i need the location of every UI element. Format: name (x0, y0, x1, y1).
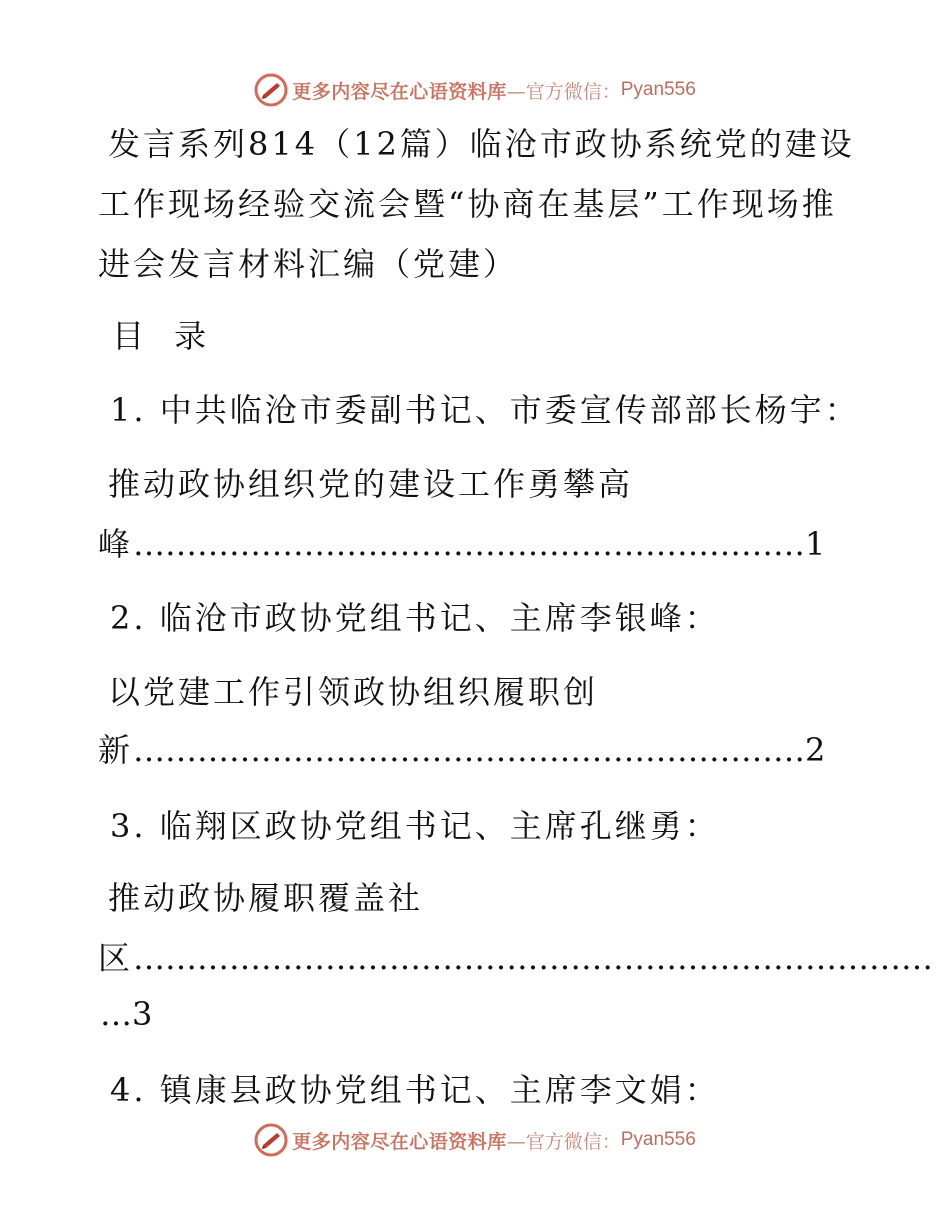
toc-entry-2-leader-line (98, 730, 950, 770)
toc-dot-leader: ………………………………………………………………… (133, 939, 934, 977)
toc-entry-3-page-line (100, 994, 950, 1034)
toc-entry-speaker: 临沧市政协党组书记、主席李银峰： (159, 599, 720, 637)
watermark-separator: —官方微信： (506, 1130, 621, 1153)
toc-dot-leader-continued: … (100, 995, 132, 1033)
toc-entry-2-topic: 以党建工作引领政协组织履职创 (108, 673, 599, 711)
toc-entry-topic-end: 区 (98, 939, 134, 977)
document-title-line-3: 进会发言材料汇编（党建） (98, 245, 519, 283)
watermark-banner-top (0, 70, 950, 110)
toc-entry-topic-end: 新 (98, 731, 134, 769)
watermark-banner-bottom (0, 1120, 950, 1160)
book-pen-logo-icon (254, 1123, 288, 1157)
toc-entry-number: 2. (110, 599, 147, 637)
toc-entry-speaker: 中共临沧市委副书记、市委宣传部部长杨宇： (159, 391, 860, 429)
toc-entry-2-speaker (110, 598, 950, 638)
watermark-separator: —官方微信： (506, 80, 621, 103)
document-title-line-2: 工作现场经验交流会暨“协商在基层”工作现场推 (98, 185, 837, 223)
toc-entry-1-topic: 推动政协组织党的建设工作勇攀高 (108, 465, 634, 503)
watermark-wechat-id: Pyan556 (620, 79, 696, 100)
toc-entry-number: 4. (110, 1071, 147, 1109)
toc-entry-3-speaker (110, 806, 950, 846)
watermark-text: 更多内容尽在心语资料库 (292, 80, 507, 103)
toc-entry-number: 3. (110, 807, 147, 845)
toc-entry-4-speaker (110, 1070, 950, 1110)
toc-entry-speaker: 镇康县政协党组书记、主席李文娟： (159, 1071, 720, 1109)
toc-entry-number: 1. (110, 391, 147, 429)
toc-dot-leader: ……………………………………………………… (133, 731, 806, 769)
toc-entry-1-speaker (110, 390, 950, 430)
toc-page-number: 2 (805, 731, 826, 769)
toc-entry-speaker: 临翔区政协党组书记、主席孔继勇： (159, 807, 720, 845)
document-title-line-1: 发言系列814（12篇）临沧市政协系统党的建设 (108, 125, 855, 163)
watermark-text: 更多内容尽在心语资料库 (292, 1130, 507, 1153)
toc-entry-3-topic: 推动政协履职覆盖社 (108, 879, 424, 917)
toc-dot-leader: ……………………………………………………… (133, 525, 806, 563)
toc-heading: 目 录 (112, 317, 217, 355)
toc-page-number: 3 (132, 995, 153, 1033)
book-pen-logo-icon (254, 73, 288, 107)
toc-page-number: 1 (805, 525, 826, 563)
toc-entry-1-leader-line (98, 524, 950, 564)
watermark-wechat-id: Pyan556 (620, 1129, 696, 1150)
toc-entry-3-leader-line (98, 938, 950, 978)
toc-entry-topic-end: 峰 (98, 525, 134, 563)
